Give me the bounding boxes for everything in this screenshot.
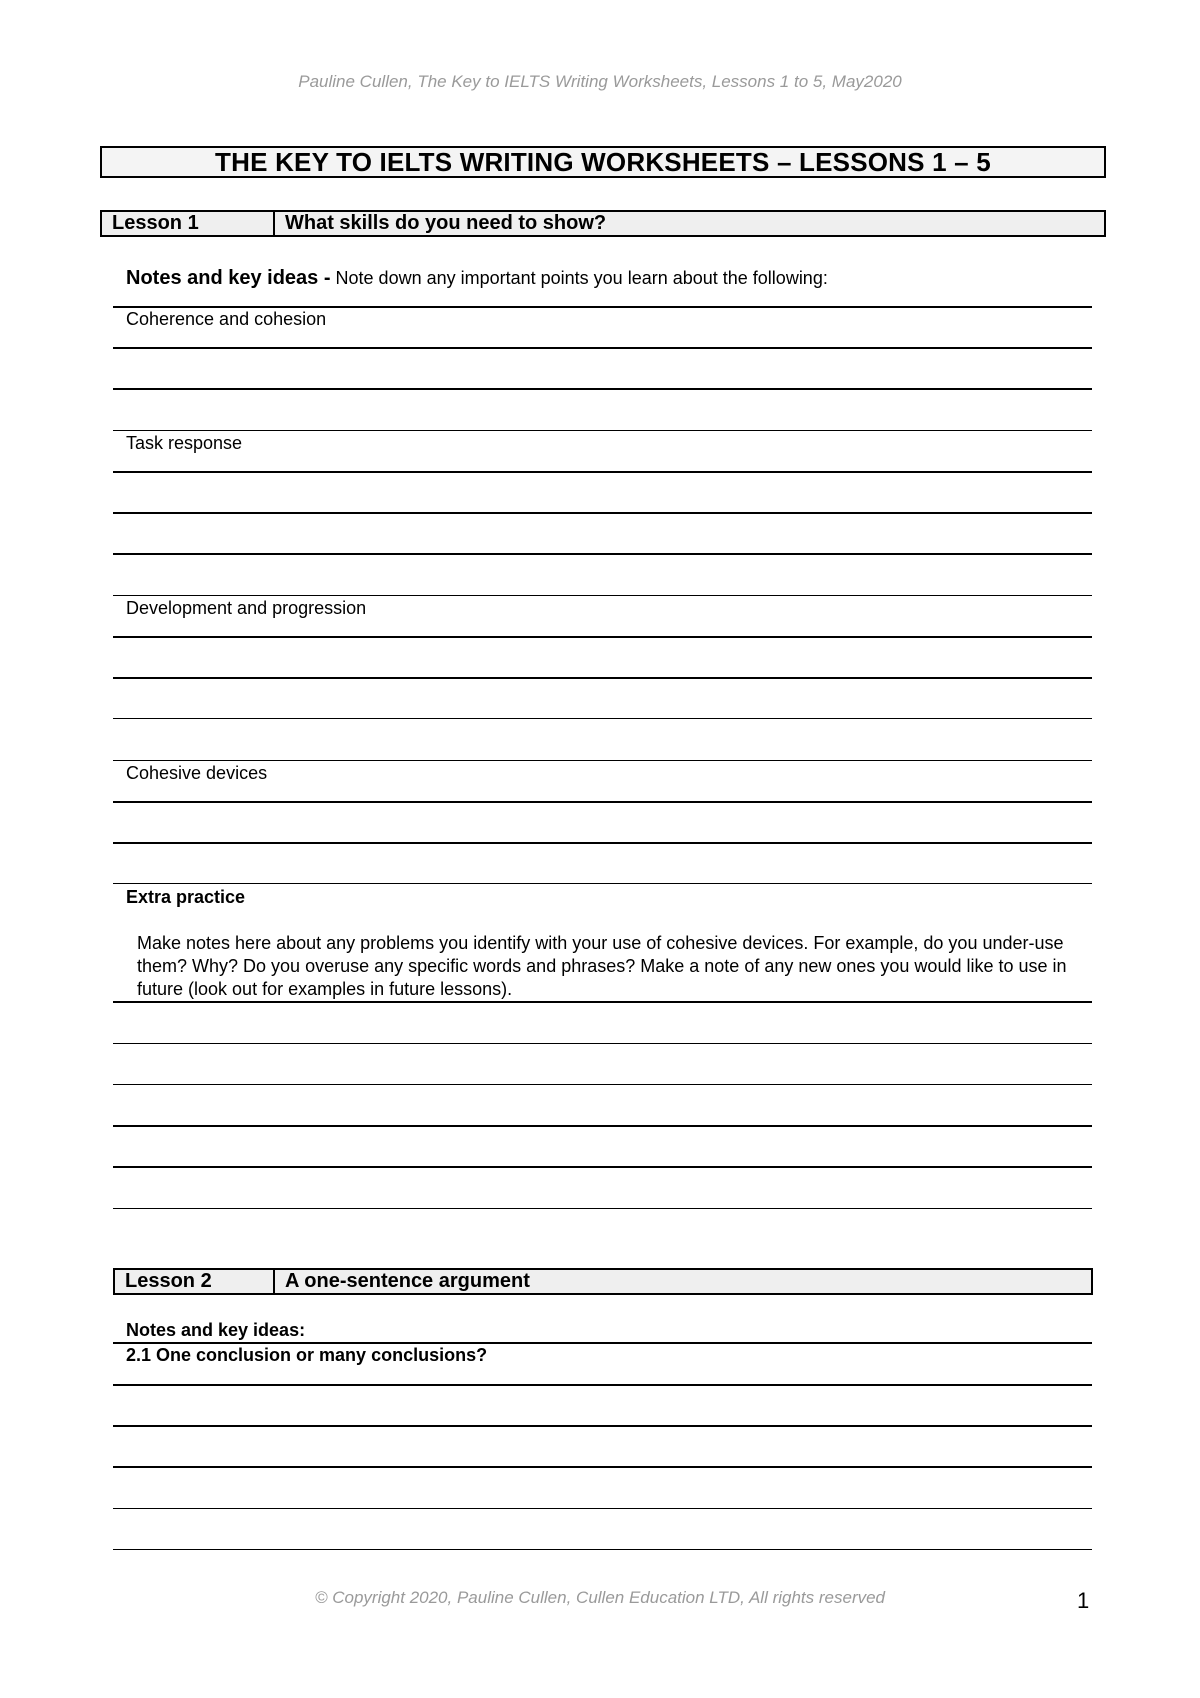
lesson-2-subheading: 2.1 One conclusion or many conclusions?: [126, 1345, 488, 1365]
writing-line: [113, 1384, 1092, 1386]
lesson-1-header: [100, 210, 1106, 237]
worksheet-title-text: THE KEY TO IELTS WRITING WORKSHEETS – LESSONS 1 – 5: [215, 146, 991, 177]
running-header: Pauline Cullen, The Key to IELTS Writing Worksheets, Lessons 1 to 5, May2020: [298, 72, 902, 91]
writing-line: [113, 760, 1092, 761]
notes-instruction: Note down any important points you learn about the following:: [330, 268, 828, 288]
writing-line: [113, 1208, 1092, 1209]
writing-line: [113, 801, 1092, 803]
writing-line: [113, 1001, 1092, 1003]
page-number: 1: [1077, 1588, 1090, 1613]
writing-line: [113, 388, 1092, 390]
topic-label: Cohesive devices: [126, 763, 268, 783]
topic-label: Task response: [126, 433, 243, 453]
writing-line: [113, 1466, 1092, 1468]
writing-line: [113, 1043, 1092, 1044]
writing-line: [113, 512, 1092, 514]
copyright-footer: © Copyright 2020, Pauline Cullen, Cullen Education LTD, All rights reserved: [314, 1588, 886, 1607]
lesson-1-number: Lesson 1: [102, 212, 275, 235]
writing-line: [113, 1166, 1092, 1168]
lesson-2-title: A one-sentence argument: [285, 1270, 530, 1292]
writing-line: [113, 1549, 1092, 1550]
topic-label: Development and progression: [126, 598, 367, 618]
extra-practice-heading: Extra practice: [126, 887, 246, 907]
writing-line: [113, 1425, 1092, 1427]
notes-heading-label: Notes and key ideas -: [126, 267, 331, 289]
lesson-1-notes-heading: [126, 267, 828, 290]
extra-practice-text: Make notes here about any problems you identify with your use of cohesive devices. For example, do you under-use them? Why? Do you overuse any specific words and phrases? Make a note of any new ones you would like to use in future (look out for examples in future lessons).: [137, 933, 1067, 999]
lesson-2-number: Lesson 2: [115, 1270, 275, 1293]
lesson-2-header: [113, 1268, 1093, 1295]
writing-line: [113, 595, 1092, 596]
worksheet-title: [100, 146, 1106, 178]
writing-line: [113, 1508, 1092, 1509]
writing-line: [113, 636, 1092, 638]
writing-line: [113, 306, 1092, 308]
lesson-2-notes-heading: Notes and key ideas:: [126, 1320, 306, 1340]
writing-line: [113, 677, 1092, 679]
writing-line: [113, 430, 1092, 431]
writing-line: [113, 842, 1092, 844]
topic-label: Coherence and cohesion: [126, 309, 327, 329]
writing-line: [113, 347, 1092, 349]
writing-line: [113, 1125, 1092, 1127]
writing-line: [113, 553, 1092, 555]
writing-line: [113, 883, 1092, 884]
lesson-1-title: What skills do you need to show?: [285, 212, 607, 234]
writing-line: [113, 1342, 1092, 1344]
writing-line: [113, 1084, 1092, 1085]
writing-line: [113, 718, 1092, 719]
writing-line: [113, 471, 1092, 473]
